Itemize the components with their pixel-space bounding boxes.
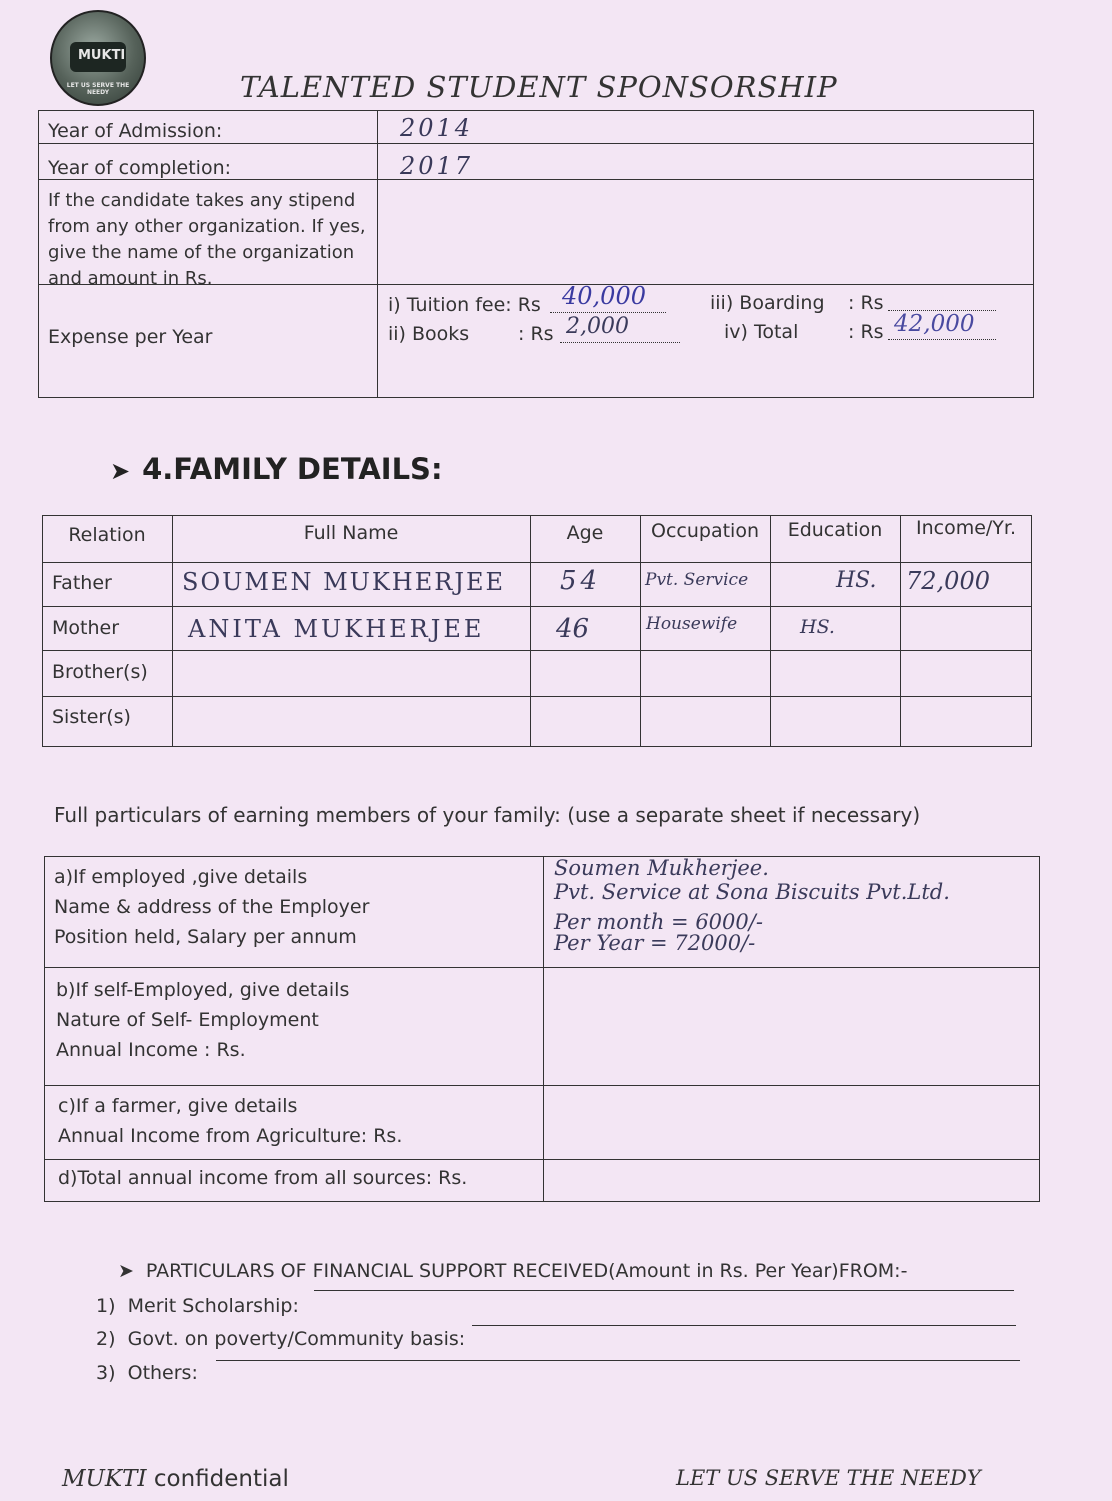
col-line (530, 515, 531, 747)
col-line (172, 515, 173, 747)
farmer-label: c)If a farmer, give details Annual Income from Agriculture: Rs. (58, 1095, 403, 1147)
employed-answer: Soumen Mukherjee. Pvt. Service at Sona Biscuits Pvt.Ltd. Per month = 6000/- Per Year = 72000/- (554, 856, 950, 955)
table-row-relation: Sister(s) (52, 706, 131, 728)
family-details-heading: ➤ 4.FAMILY DETAILS: (110, 452, 443, 486)
total-prefix: : Rs (848, 321, 884, 343)
col-header-education: Education (787, 519, 883, 541)
tuition-value: 40,000 (562, 282, 646, 310)
books-prefix: : Rs (518, 323, 554, 345)
boarding-label: iii) Boarding (710, 292, 825, 314)
self-employed-label: b)If self-Employed, give details Nature of Self- Employment Annual Income : Rs. (56, 979, 350, 1061)
logo-motto: LET US SERVE THE NEEDY (66, 82, 130, 96)
table-row-occupation: Housewife (646, 614, 738, 634)
expense-label: Expense per Year (48, 326, 213, 348)
books-label: ii) Books (388, 323, 470, 345)
total-dots (888, 339, 996, 340)
mukti-logo (50, 10, 146, 106)
table-row-occupation: Pvt. Service (645, 570, 749, 590)
total-value: 42,000 (894, 311, 975, 337)
row-line (42, 650, 1032, 651)
year-of-completion-label: Year of completion: (48, 157, 232, 179)
table-row-education: HS. (836, 568, 877, 593)
table-row-education: HS. (800, 616, 835, 638)
books-value: 2,000 (566, 314, 629, 339)
tuition-dots (550, 312, 666, 313)
col-header-age: Age (566, 522, 604, 544)
arrow-icon: ➤ (118, 1260, 134, 1282)
year-of-admission-value: 2014 (400, 114, 474, 142)
total-label: iv) Total (724, 321, 799, 343)
table-row-relation: Father (52, 572, 112, 594)
col-header-relation: Relation (68, 524, 146, 546)
row-line (42, 696, 1032, 697)
employed-label: a)If employed ,give details Name & address of the Employer Position held, Salary per annum (54, 866, 370, 948)
tuition-label: i) Tuition fee: Rs (388, 294, 541, 316)
col-line (770, 515, 771, 747)
year-of-admission-label: Year of Admission: (48, 120, 223, 142)
earning-intro: Full particulars of earning members of your family: (use a separate sheet if necessary) (54, 803, 921, 827)
col-header-full-name: Full Name (303, 522, 399, 544)
merit-scholarship-line (314, 1290, 1014, 1291)
footer-brand: MUKTI (62, 1466, 147, 1492)
footer-left: MUKTI confidential (62, 1466, 289, 1492)
col-line (900, 515, 901, 747)
page-title: TALENTED STUDENT SPONSORSHIP (240, 70, 838, 104)
row-line (44, 967, 1040, 968)
row-line (44, 1085, 1040, 1086)
col-line (640, 515, 641, 747)
govt-support-line (472, 1325, 1016, 1326)
support-item: 2) Govt. on poverty/Community basis: (96, 1328, 466, 1350)
col-header-income: Income/Yr. (915, 517, 1017, 539)
support-heading: ➤ PARTICULARS OF FINANCIAL SUPPORT RECEIVED(Amount in Rs. Per Year)FROM:- (118, 1260, 908, 1282)
books-dots (560, 342, 680, 343)
stipend-label: If the candidate takes any stipend from any other organization. If yes, give the name of the organization and amount in Rs. (48, 190, 366, 289)
row-line (42, 562, 1032, 563)
table-row-age: 46 (556, 614, 590, 644)
table-row-age: 54 (560, 566, 602, 596)
table-row-relation: Brother(s) (52, 661, 148, 683)
row-line (42, 606, 1032, 607)
table-row-name: SOUMEN MUKHERJEE (182, 568, 505, 596)
col-header-occupation: Occupation (651, 520, 759, 542)
boarding-prefix: : Rs (848, 292, 884, 314)
footer-motto: LET US SERVE THE NEEDY (676, 1466, 981, 1490)
support-item: 1) Merit Scholarship: (96, 1295, 299, 1317)
col-line (543, 856, 544, 1202)
table-row-income: 72,000 (906, 567, 990, 595)
year-of-completion-value: 2017 (400, 152, 474, 180)
logo-text: MUKTI (78, 48, 126, 63)
arrow-icon: ➤ (110, 457, 131, 485)
total-income-label: d)Total annual income from all sources: Rs. (58, 1167, 468, 1189)
support-item: 3) Others: (96, 1362, 198, 1384)
table-row-name: ANITA MUKHERJEE (188, 615, 485, 643)
row-line (44, 1159, 1040, 1160)
others-line (216, 1360, 1020, 1361)
table-row-relation: Mother (52, 617, 120, 639)
